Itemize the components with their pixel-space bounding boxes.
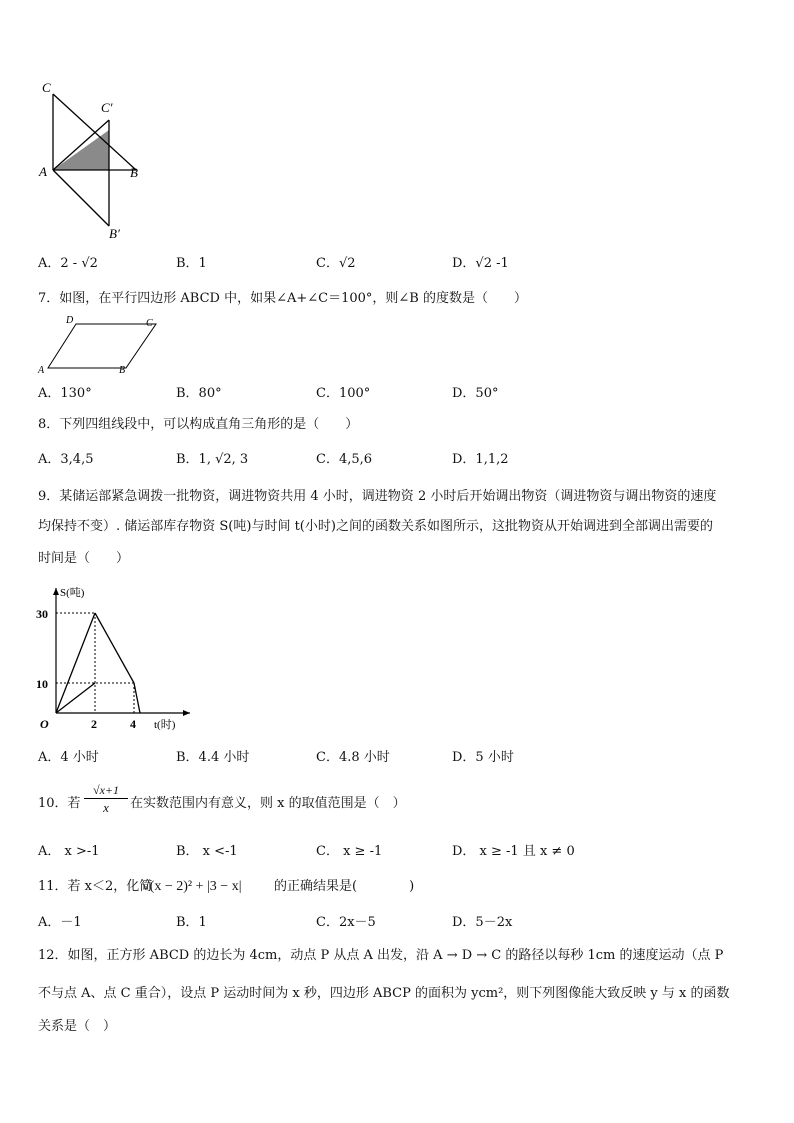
q6-option-a[interactable]: A．2 - √2 bbox=[38, 256, 98, 271]
graph-x-axis-label: t(时) bbox=[154, 719, 176, 731]
q11-expression: √(x − 2)² + |3 − x| bbox=[142, 879, 242, 894]
q9-stem-line-2: 均保持不变）. 储运部库存物资 S(吨)与时间 t(小时)之间的函数关系如图所示，这批物资从开始调进到全部调出需要的 bbox=[38, 519, 713, 534]
shaded-overlap-region bbox=[53, 130, 109, 170]
q9-option-d[interactable]: D．5 小时 bbox=[452, 750, 514, 765]
graph-y-tick-30: 30 bbox=[36, 607, 48, 621]
graph-x-tick-2: 2 bbox=[91, 717, 97, 731]
q11-stem-prefix: 11．若 x＜2，化简 bbox=[38, 879, 153, 894]
figure-q6-triangles bbox=[36, 76, 166, 246]
graph-y-axis-label: S(吨) bbox=[60, 587, 85, 599]
graph-x-tick-4: 4 bbox=[130, 717, 136, 731]
q12-stem-line-1: 12．如图，正方形 ABCD 的边长为 4cm，动点 P 从点 A 出发，沿 A → D → C 的路径以每秒 1cm 的速度运动（点 P bbox=[38, 948, 724, 963]
q10-option-b[interactable]: B． x <-1 bbox=[176, 844, 238, 859]
q11-option-a[interactable]: A．－1 bbox=[38, 915, 82, 930]
label-B-prime: B′ bbox=[109, 226, 120, 241]
q7-option-b[interactable]: B．80° bbox=[176, 386, 222, 401]
label-A: A bbox=[38, 365, 45, 374]
q7-option-d[interactable]: D．50° bbox=[452, 386, 499, 401]
q11-stem-suffix: 的正确结果是( ) bbox=[274, 879, 415, 894]
label-C-prime: C′ bbox=[101, 100, 113, 115]
q10-fraction-numerator: √x+1 bbox=[84, 782, 128, 799]
q6-option-b[interactable]: B．1 bbox=[176, 256, 207, 271]
q9-stem-line-3: 时间是（ ） bbox=[38, 551, 130, 566]
q8-option-c[interactable]: C．4,5,6 bbox=[316, 452, 373, 467]
q7-option-a[interactable]: A．130° bbox=[38, 386, 92, 401]
q11-option-c[interactable]: C．2x－5 bbox=[316, 915, 376, 930]
label-C: C bbox=[146, 318, 153, 329]
figure-q9-graph bbox=[34, 580, 194, 736]
label-D: D bbox=[66, 315, 74, 326]
q10-option-d[interactable]: D． x ≥ -1 且 x ≠ 0 bbox=[452, 844, 575, 859]
q6-option-c[interactable]: C．√2 bbox=[316, 256, 356, 271]
q8-stem: 8．下列四组线段中，可以构成直角三角形的是（ ） bbox=[38, 417, 359, 432]
q10-option-a[interactable]: A． x >-1 bbox=[38, 844, 100, 859]
q9-option-c[interactable]: C．4.8 小时 bbox=[316, 750, 390, 765]
q10-stem-prefix: 10．若 bbox=[38, 796, 81, 811]
label-A: A bbox=[39, 164, 47, 179]
q8-option-a[interactable]: A．3,4,5 bbox=[38, 452, 94, 467]
label-B: B bbox=[130, 165, 138, 180]
q7-option-c[interactable]: C．100° bbox=[316, 386, 371, 401]
q11-option-d[interactable]: D．5－2x bbox=[452, 915, 513, 930]
graph-origin-label: O bbox=[40, 717, 49, 731]
q10-option-c[interactable]: C． x ≥ -1 bbox=[316, 844, 383, 859]
q9-option-a[interactable]: A．4 小时 bbox=[38, 750, 99, 765]
graph-y-tick-10: 10 bbox=[36, 677, 48, 691]
figure-q7-parallelogram bbox=[36, 314, 160, 374]
q9-option-b[interactable]: B．4.4 小时 bbox=[176, 750, 250, 765]
q12-stem-line-2: 不与点 A、点 C 重合），设点 P 运动时间为 x 秒，四边形 ABCP 的面积为 ycm²，则下列图像能大致反映 y 与 x 的函数 bbox=[38, 986, 730, 1001]
q12-stem-line-3: 关系是（ ） bbox=[38, 1019, 117, 1034]
q6-option-d[interactable]: D．√2 -1 bbox=[452, 256, 509, 271]
label-C: C bbox=[42, 80, 51, 95]
q10-stem-suffix: 在实数范围内有意义，则 x 的取值范围是（ ） bbox=[130, 796, 406, 811]
q10-fraction bbox=[84, 782, 128, 817]
q8-option-d[interactable]: D．1,1,2 bbox=[452, 452, 509, 467]
q10-fraction-denominator: x bbox=[103, 800, 109, 815]
q9-stem-line-1: 9．某储运部紧急调拨一批物资，调进物资共用 4 小时，调进物资 2 小时后开始调出物资（调进物资与调出物资的速度 bbox=[38, 489, 717, 504]
label-B: B bbox=[119, 365, 126, 374]
q7-stem: 7．如图，在平行四边形 ABCD 中，如果∠A+∠C＝100°，则∠B 的度数是（ ） bbox=[38, 291, 527, 306]
q11-option-b[interactable]: B．1 bbox=[176, 915, 207, 930]
q8-option-b[interactable]: B．1, √2, 3 bbox=[176, 452, 249, 467]
